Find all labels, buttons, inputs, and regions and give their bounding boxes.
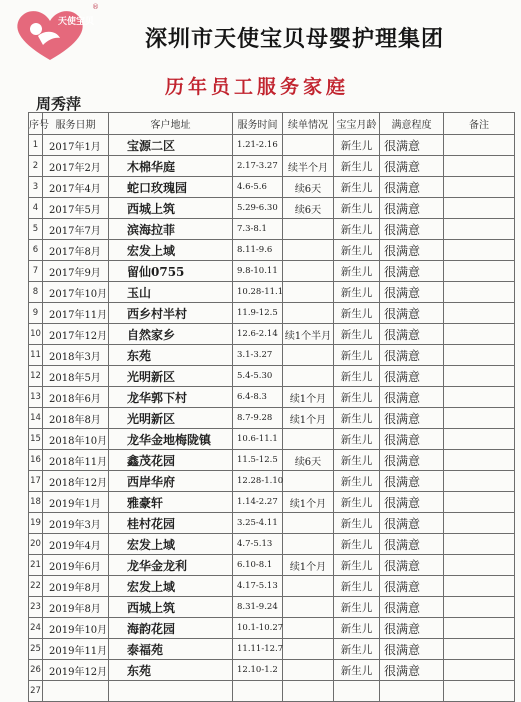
renewal-cell xyxy=(283,240,334,261)
address-cell: 西城上筑 xyxy=(109,597,233,618)
note-cell xyxy=(444,534,515,555)
note-cell xyxy=(444,240,515,261)
address-cell: 留仙0755 xyxy=(109,261,233,282)
service-period-cell: 1.14-2.27 xyxy=(233,492,283,513)
service-period-cell xyxy=(233,681,283,702)
row-number: 2 xyxy=(29,156,43,177)
table-row xyxy=(29,471,515,492)
service-date-cell xyxy=(43,681,109,702)
satisfaction-cell: 很满意 xyxy=(380,429,444,450)
satisfaction-cell: 很满意 xyxy=(380,450,444,471)
angel-head-icon xyxy=(30,23,42,35)
service-period-cell: 10.6-11.1 xyxy=(233,429,283,450)
satisfaction-cell: 很满意 xyxy=(380,471,444,492)
baby-age-cell: 新生儿 xyxy=(334,177,380,198)
address-cell: 光明新区 xyxy=(109,366,233,387)
note-cell xyxy=(444,324,515,345)
baby-age-cell: 新生儿 xyxy=(334,408,380,429)
row-number: 14 xyxy=(29,408,43,429)
baby-age-cell: 新生儿 xyxy=(334,639,380,660)
service-date-cell: 2017年8月 xyxy=(43,240,109,261)
service-date-cell: 2019年11月 xyxy=(43,639,109,660)
satisfaction-cell: 很满意 xyxy=(380,387,444,408)
note-cell xyxy=(444,471,515,492)
row-number: 18 xyxy=(29,492,43,513)
note-cell xyxy=(444,261,515,282)
table-row xyxy=(29,135,515,156)
satisfaction-cell: 很满意 xyxy=(380,282,444,303)
baby-age-cell: 新生儿 xyxy=(334,576,380,597)
table-row xyxy=(29,345,515,366)
column-header: 服务日期 xyxy=(43,113,109,135)
note-cell xyxy=(444,618,515,639)
service-period-cell: 11.11-12.7 xyxy=(233,639,283,660)
satisfaction-cell: 很满意 xyxy=(380,303,444,324)
table-row xyxy=(29,282,515,303)
logo-text: 天使宝贝 xyxy=(58,17,95,27)
column-header: 备注 xyxy=(444,113,515,135)
row-number: 6 xyxy=(29,240,43,261)
service-date-cell: 2019年10月 xyxy=(43,618,109,639)
service-date-cell: 2017年1月 xyxy=(43,135,109,156)
baby-age-cell: 新生儿 xyxy=(334,534,380,555)
row-number: 10 xyxy=(29,324,43,345)
table-row xyxy=(29,513,515,534)
note-cell xyxy=(444,408,515,429)
table-row xyxy=(29,240,515,261)
renewal-cell: 续1个月 xyxy=(283,408,334,429)
address-cell: 龙华金地梅陇镇 xyxy=(109,429,233,450)
service-period-cell: 4.7-5.13 xyxy=(233,534,283,555)
address-cell: 雅豪轩 xyxy=(109,492,233,513)
note-cell xyxy=(444,177,515,198)
table-row xyxy=(29,324,515,345)
service-period-cell: 3.1-3.27 xyxy=(233,345,283,366)
renewal-cell: 续6天 xyxy=(283,450,334,471)
service-period-cell: 11.9-12.5 xyxy=(233,303,283,324)
address-cell: 西城上筑 xyxy=(109,198,233,219)
service-period-cell: 3.25-4.11 xyxy=(233,513,283,534)
satisfaction-cell: 很满意 xyxy=(380,555,444,576)
satisfaction-cell: 很满意 xyxy=(380,240,444,261)
baby-age-cell: 新生儿 xyxy=(334,135,380,156)
baby-age-cell: 新生儿 xyxy=(334,219,380,240)
service-date-cell: 2019年8月 xyxy=(43,576,109,597)
service-period-cell: 7.3-8.1 xyxy=(233,219,283,240)
address-cell: 宝源二区 xyxy=(109,135,233,156)
baby-age-cell: 新生儿 xyxy=(334,429,380,450)
table-row xyxy=(29,576,515,597)
renewal-cell: 续1个月 xyxy=(283,492,334,513)
service-period-cell: 8.7-9.28 xyxy=(233,408,283,429)
table-row xyxy=(29,555,515,576)
service-date-cell: 2019年1月 xyxy=(43,492,109,513)
baby-age-cell: 新生儿 xyxy=(334,303,380,324)
row-number: 25 xyxy=(29,639,43,660)
address-cell: 玉山 xyxy=(109,282,233,303)
row-number: 15 xyxy=(29,429,43,450)
table-row xyxy=(29,639,515,660)
baby-age-cell: 新生儿 xyxy=(334,471,380,492)
renewal-cell xyxy=(283,618,334,639)
renewal-cell xyxy=(283,534,334,555)
satisfaction-cell: 很满意 xyxy=(380,618,444,639)
satisfaction-cell: 很满意 xyxy=(380,324,444,345)
row-number: 21 xyxy=(29,555,43,576)
row-number: 24 xyxy=(29,618,43,639)
service-date-cell: 2018年6月 xyxy=(43,387,109,408)
baby-age-cell: 新生儿 xyxy=(334,492,380,513)
baby-age-cell: 新生儿 xyxy=(334,261,380,282)
table-row xyxy=(29,219,515,240)
satisfaction-cell: 很满意 xyxy=(380,177,444,198)
service-records-table xyxy=(28,112,515,702)
table-row xyxy=(29,303,515,324)
satisfaction-cell: 很满意 xyxy=(380,492,444,513)
service-date-cell: 2018年5月 xyxy=(43,366,109,387)
table-row xyxy=(29,387,515,408)
row-number: 7 xyxy=(29,261,43,282)
table-row xyxy=(29,534,515,555)
table-row xyxy=(29,450,515,471)
column-header: 序号 xyxy=(29,113,43,135)
address-cell: 自然家乡 xyxy=(109,324,233,345)
baby-age-cell xyxy=(334,681,380,702)
service-period-cell: 6.4-8.3 xyxy=(233,387,283,408)
service-date-cell: 2018年12月 xyxy=(43,471,109,492)
table-header-row xyxy=(29,113,515,135)
renewal-cell xyxy=(283,261,334,282)
service-date-cell: 2017年9月 xyxy=(43,261,109,282)
service-date-cell: 2019年8月 xyxy=(43,597,109,618)
row-number: 19 xyxy=(29,513,43,534)
address-cell: 泰福苑 xyxy=(109,639,233,660)
baby-age-cell: 新生儿 xyxy=(334,240,380,261)
renewal-cell xyxy=(283,576,334,597)
service-period-cell: 12.10-1.2 xyxy=(233,660,283,681)
satisfaction-cell: 很满意 xyxy=(380,261,444,282)
service-period-cell: 10.1-10.27 xyxy=(233,618,283,639)
service-period-cell: 12.28-1.10 xyxy=(233,471,283,492)
table-row xyxy=(29,492,515,513)
baby-age-cell: 新生儿 xyxy=(334,387,380,408)
note-cell xyxy=(444,366,515,387)
note-cell xyxy=(444,135,515,156)
table-row xyxy=(29,408,515,429)
row-number: 1 xyxy=(29,135,43,156)
table-row xyxy=(29,261,515,282)
renewal-cell xyxy=(283,513,334,534)
service-date-cell: 2017年12月 xyxy=(43,324,109,345)
note-cell xyxy=(444,198,515,219)
address-cell: 西乡村半村 xyxy=(109,303,233,324)
baby-age-cell: 新生儿 xyxy=(334,324,380,345)
row-number: 4 xyxy=(29,198,43,219)
renewal-cell xyxy=(283,681,334,702)
registered-mark: ® xyxy=(92,3,99,11)
service-date-cell: 2017年10月 xyxy=(43,282,109,303)
row-number: 5 xyxy=(29,219,43,240)
renewal-cell xyxy=(283,135,334,156)
row-number: 8 xyxy=(29,282,43,303)
note-cell xyxy=(444,555,515,576)
row-number: 3 xyxy=(29,177,43,198)
note-cell xyxy=(444,597,515,618)
renewal-cell xyxy=(283,471,334,492)
satisfaction-cell: 很满意 xyxy=(380,135,444,156)
note-cell xyxy=(444,282,515,303)
address-cell: 蛇口玫瑰园 xyxy=(109,177,233,198)
table-row xyxy=(29,198,515,219)
satisfaction-cell: 很满意 xyxy=(380,597,444,618)
satisfaction-cell: 很满意 xyxy=(380,534,444,555)
renewal-cell: 续1个月 xyxy=(283,555,334,576)
baby-age-cell: 新生儿 xyxy=(334,618,380,639)
satisfaction-cell: 很满意 xyxy=(380,198,444,219)
baby-age-cell: 新生儿 xyxy=(334,198,380,219)
renewal-cell xyxy=(283,345,334,366)
baby-age-cell: 新生儿 xyxy=(334,345,380,366)
address-cell: 宏发上域 xyxy=(109,576,233,597)
address-cell: 龙华金龙利 xyxy=(109,555,233,576)
service-date-cell: 2017年7月 xyxy=(43,219,109,240)
service-period-cell: 5.4-5.30 xyxy=(233,366,283,387)
address-cell: 龙华郭下村 xyxy=(109,387,233,408)
document-title: 历年员工服务家庭 xyxy=(165,76,350,98)
satisfaction-cell: 很满意 xyxy=(380,576,444,597)
table-row xyxy=(29,429,515,450)
address-cell: 东苑 xyxy=(109,345,233,366)
row-number: 12 xyxy=(29,366,43,387)
service-period-cell: 2.17-3.27 xyxy=(233,156,283,177)
column-header: 服务时间 xyxy=(233,113,283,135)
baby-age-cell: 新生儿 xyxy=(334,597,380,618)
service-period-cell: 12.6-2.14 xyxy=(233,324,283,345)
table-row xyxy=(29,156,515,177)
address-cell: 桂村花园 xyxy=(109,513,233,534)
renewal-cell xyxy=(283,639,334,660)
service-date-cell: 2018年3月 xyxy=(43,345,109,366)
note-cell xyxy=(444,156,515,177)
address-cell: 宏发上域 xyxy=(109,534,233,555)
renewal-cell xyxy=(283,219,334,240)
row-number: 22 xyxy=(29,576,43,597)
note-cell xyxy=(444,681,515,702)
renewal-cell xyxy=(283,366,334,387)
satisfaction-cell: 很满意 xyxy=(380,366,444,387)
service-date-cell: 2018年10月 xyxy=(43,429,109,450)
address-cell: 东苑 xyxy=(109,660,233,681)
renewal-cell: 续1个月 xyxy=(283,387,334,408)
table-row xyxy=(29,618,515,639)
service-period-cell: 4.17-5.13 xyxy=(233,576,283,597)
baby-age-cell: 新生儿 xyxy=(334,282,380,303)
service-date-cell: 2017年5月 xyxy=(43,198,109,219)
table-row xyxy=(29,681,515,702)
table-row xyxy=(29,660,515,681)
table-row xyxy=(29,366,515,387)
renewal-cell xyxy=(283,597,334,618)
satisfaction-cell: 很满意 xyxy=(380,408,444,429)
note-cell xyxy=(444,450,515,471)
satisfaction-cell: 很满意 xyxy=(380,660,444,681)
company-logo xyxy=(10,4,105,64)
service-date-cell: 2019年4月 xyxy=(43,534,109,555)
satisfaction-cell: 很满意 xyxy=(380,156,444,177)
row-number: 17 xyxy=(29,471,43,492)
company-name: 深圳市天使宝贝母婴护理集团 xyxy=(145,27,445,52)
note-cell xyxy=(444,429,515,450)
renewal-cell xyxy=(283,429,334,450)
service-date-cell: 2017年11月 xyxy=(43,303,109,324)
service-date-cell: 2018年11月 xyxy=(43,450,109,471)
service-period-cell: 9.8-10.11 xyxy=(233,261,283,282)
service-period-cell: 10.28-11.1 xyxy=(233,282,283,303)
note-cell xyxy=(444,219,515,240)
note-cell xyxy=(444,639,515,660)
service-period-cell: 8.11-9.6 xyxy=(233,240,283,261)
service-period-cell: 5.29-6.30 xyxy=(233,198,283,219)
column-header: 客户地址 xyxy=(109,113,233,135)
row-number: 11 xyxy=(29,345,43,366)
column-header: 续单情况 xyxy=(283,113,334,135)
baby-age-cell: 新生儿 xyxy=(334,660,380,681)
baby-age-cell: 新生儿 xyxy=(334,513,380,534)
address-cell: 滨海拉菲 xyxy=(109,219,233,240)
service-date-cell: 2018年8月 xyxy=(43,408,109,429)
service-period-cell: 6.10-8.1 xyxy=(233,555,283,576)
note-cell xyxy=(444,513,515,534)
renewal-cell: 续半个月 xyxy=(283,156,334,177)
service-date-cell: 2017年2月 xyxy=(43,156,109,177)
satisfaction-cell: 很满意 xyxy=(380,513,444,534)
baby-age-cell: 新生儿 xyxy=(334,450,380,471)
note-cell xyxy=(444,576,515,597)
service-period-cell: 11.5-12.5 xyxy=(233,450,283,471)
row-number: 13 xyxy=(29,387,43,408)
table-row xyxy=(29,597,515,618)
service-period-cell: 4.6-5.6 xyxy=(233,177,283,198)
note-cell xyxy=(444,660,515,681)
note-cell xyxy=(444,387,515,408)
row-number: 23 xyxy=(29,597,43,618)
renewal-cell xyxy=(283,660,334,681)
row-number: 16 xyxy=(29,450,43,471)
address-cell: 海韵花园 xyxy=(109,618,233,639)
renewal-cell: 续1个半月 xyxy=(283,324,334,345)
baby-age-cell: 新生儿 xyxy=(334,156,380,177)
satisfaction-cell: 很满意 xyxy=(380,219,444,240)
address-cell: 光明新区 xyxy=(109,408,233,429)
row-number: 9 xyxy=(29,303,43,324)
column-header: 满意程度 xyxy=(380,113,444,135)
row-number: 20 xyxy=(29,534,43,555)
service-date-cell: 2017年4月 xyxy=(43,177,109,198)
address-cell xyxy=(109,681,233,702)
employee-name: 周秀萍 xyxy=(36,95,82,113)
column-header: 宝宝月龄 xyxy=(334,113,380,135)
note-cell xyxy=(444,492,515,513)
service-date-cell: 2019年12月 xyxy=(43,660,109,681)
service-period-cell: 8.31-9.24 xyxy=(233,597,283,618)
service-period-cell: 1.21-2.16 xyxy=(233,135,283,156)
renewal-cell xyxy=(283,282,334,303)
row-number: 27 xyxy=(29,681,43,702)
service-date-cell: 2019年6月 xyxy=(43,555,109,576)
note-cell xyxy=(444,303,515,324)
baby-age-cell: 新生儿 xyxy=(334,555,380,576)
address-cell: 鑫茂花园 xyxy=(109,450,233,471)
renewal-cell: 续6天 xyxy=(283,177,334,198)
renewal-cell: 续6天 xyxy=(283,198,334,219)
table-row xyxy=(29,177,515,198)
satisfaction-cell xyxy=(380,681,444,702)
baby-age-cell: 新生儿 xyxy=(334,366,380,387)
address-cell: 西岸华府 xyxy=(109,471,233,492)
note-cell xyxy=(444,345,515,366)
renewal-cell xyxy=(283,303,334,324)
row-number: 26 xyxy=(29,660,43,681)
satisfaction-cell: 很满意 xyxy=(380,345,444,366)
satisfaction-cell: 很满意 xyxy=(380,639,444,660)
service-date-cell: 2019年3月 xyxy=(43,513,109,534)
address-cell: 宏发上域 xyxy=(109,240,233,261)
address-cell: 木棉华庭 xyxy=(109,156,233,177)
